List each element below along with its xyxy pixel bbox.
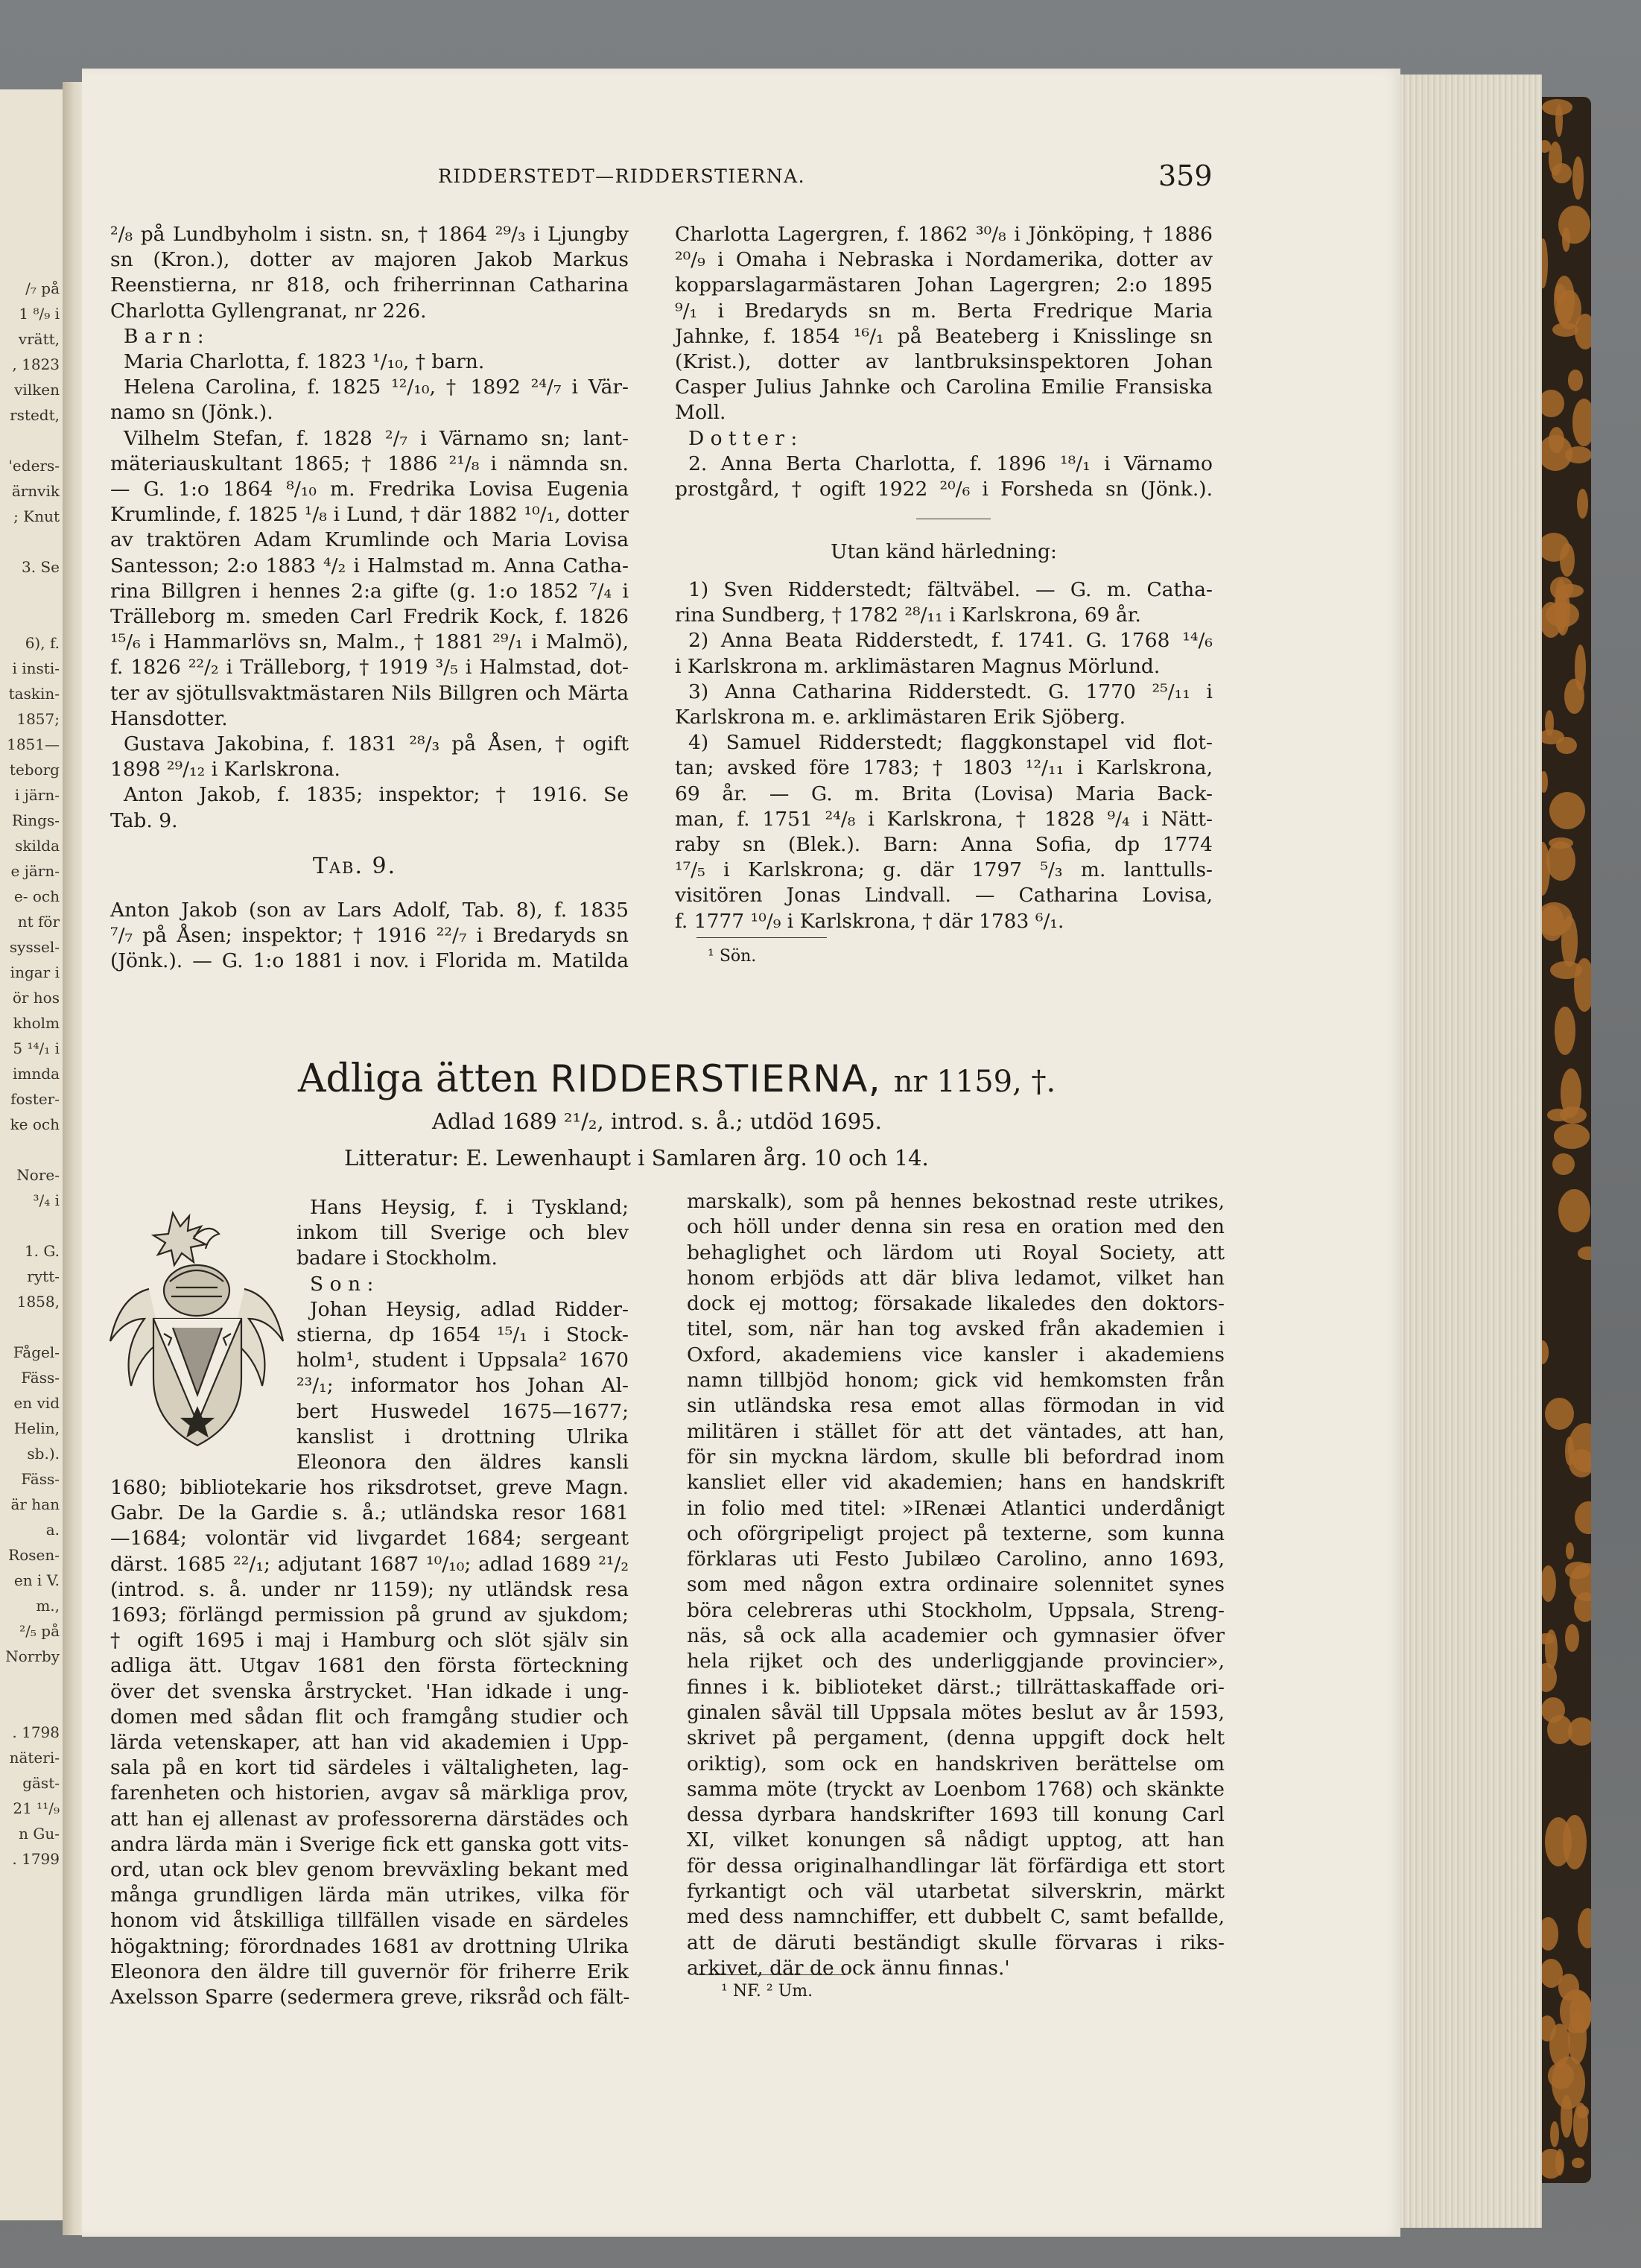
column-left-bottom xyxy=(110,1475,629,2010)
marble-spot xyxy=(1542,238,1548,288)
text-line: skrivet på pergament, (denna uppgift dock helt xyxy=(687,1726,1225,1750)
text-line: arkivet, där de ock ännu finnas.' xyxy=(687,1956,1010,1980)
text-line: namn tillbjöd honom; gick vid hemkomsten från xyxy=(687,1369,1225,1393)
margin-fragment: en vid xyxy=(13,1394,60,1412)
marble-spot xyxy=(1550,577,1573,600)
text-line: 4) Samuel Ridderstedt; flaggkonstapel vid flot- xyxy=(688,731,1213,755)
margin-fragment: 'eders- xyxy=(8,457,60,475)
family-prefix: Adliga ätten xyxy=(298,1057,538,1101)
marble-spot xyxy=(1572,156,1584,200)
text-line: namo sn (Jönk.). xyxy=(110,401,273,425)
margin-fragment: i insti- xyxy=(12,659,60,677)
marble-spot xyxy=(1542,390,1564,417)
text-line: Gustava Jakobina, f. 1831 ²⁸/₃ på Åsen, † ogift xyxy=(124,732,629,756)
margin-fragment xyxy=(0,1137,63,1162)
text-line: 69 år. — G. m. Brita (Lovisa) Maria Back- xyxy=(675,782,1213,805)
margin-fragment xyxy=(0,529,63,554)
margin-fragment: nt för xyxy=(17,913,60,931)
marble-spot xyxy=(1572,399,1591,446)
margin-fragment: Fäss- xyxy=(21,1470,60,1488)
text-line: honom vid åtskilliga tillfällen visade en särdeles xyxy=(110,1909,629,1933)
text-line: 1680; bibliotekarie hos riksdrotset, greve Magn. xyxy=(110,1476,629,1499)
text-line: att de däruti beständigt skulle förvaras i riks- xyxy=(687,1930,1225,1954)
text-line: 1693; förlängd permission på grund av sjukdom; xyxy=(110,1603,629,1627)
text-line: † ogift 1695 i maj i Hamburg och slöt själv sin xyxy=(110,1629,629,1653)
text-line: fyrkantigt och väl utarbetat silverskrin, märkt xyxy=(687,1880,1225,1904)
text-line: Charlotta Lagergren, f. 1862 ³⁰/₈ i Jönköping, † 1886 xyxy=(675,223,1213,246)
text-line: böra celebreras uthi Stockholm, Uppsala, Streng- xyxy=(687,1598,1225,1622)
text-line: Krumlinde, f. 1825 ¹/₈ i Lund, † där 1882 ¹⁰/₁, dotter xyxy=(110,503,629,527)
text-line: hela rijket och des underliggjande provincier», xyxy=(687,1650,1225,1673)
marble-spot xyxy=(1575,1501,1591,1534)
text-line: därst. 1685 ²²/₁; adjutant 1687 ¹⁰/₁₀; adlad 1689 ²¹/₂ xyxy=(110,1552,629,1576)
text-line: Gabr. De la Gardie s. å.; utländska resor 1681 xyxy=(110,1501,629,1525)
text-line: som med någon extra ordinaire solennitet synes xyxy=(687,1573,1225,1597)
marble-spot xyxy=(1552,1153,1574,1175)
text-line: att han ej allenast av professorerna därstädes och xyxy=(110,1807,629,1831)
text-line: behaglighet och lärdom uti Royal Society, att xyxy=(687,1241,1225,1264)
text-line: ord, utan ock blev genom brevväxling bekant med xyxy=(110,1858,629,1882)
margin-fragment: ; Knut xyxy=(13,507,60,525)
margin-fragment: m., xyxy=(36,1597,60,1615)
marble-spot xyxy=(1554,1124,1590,1148)
marble-spot xyxy=(1565,1562,1590,1579)
text-line: kopparslagarmästaren Johan Lagergren; 2:o 1895 xyxy=(675,273,1213,297)
text-line: 1) Sven Ridderstedt; fältväbel. — G. m. Catha- xyxy=(688,578,1213,601)
margin-fragment: ²/₅ på xyxy=(19,1622,60,1640)
marble-spot xyxy=(1577,489,1588,519)
text-line: andra lärda män i Sverige fick ett ganska gott vits- xyxy=(110,1832,629,1856)
margin-fragment: Helin, xyxy=(13,1419,60,1437)
text-line: ²³/₁; informator hos Johan Al- xyxy=(296,1374,629,1398)
tab9-text xyxy=(110,898,629,975)
marble-spot xyxy=(1542,771,1548,793)
text-line: tan; avsked före 1783; † 1803 ¹²/₁₁ i Karlskrona, xyxy=(675,756,1213,780)
margin-fragment xyxy=(0,1669,63,1694)
column-right-bottom xyxy=(687,1189,1225,1981)
marble-spot xyxy=(1550,2121,1559,2147)
marble-spot xyxy=(1555,104,1563,136)
marble-spot xyxy=(1566,1542,1574,1559)
margin-fragment: . 1799 xyxy=(12,1850,60,1868)
text-line: för dessa originalhandlingar lät förfärdiga ett stort xyxy=(687,1854,1225,1878)
margin-fragment: 3. Se xyxy=(22,558,60,576)
text-line: holm¹, student i Uppsala² 1670 xyxy=(296,1349,629,1372)
text-line: (Jönk.). — G. 1:o 1881 i nov. i Florida m. Matilda xyxy=(110,949,629,973)
text-line: f. 1777 ¹⁰/₉ i Karlskrona, † där 1783 ⁶/₁. xyxy=(675,909,1064,933)
text-line: — G. 1:o 1864 ⁸/₁₀ m. Fredrika Lovisa Eugenia xyxy=(110,478,629,501)
margin-fragment: rstedt, xyxy=(10,406,60,424)
text-line: ¹⁵/₆ i Hammarlövs sn, Malm., † 1881 ²⁹/₁ i Malmö), xyxy=(110,630,629,654)
marble-spot xyxy=(1573,2103,1589,2147)
family-title xyxy=(298,1057,1056,1101)
marble-spot xyxy=(1568,370,1584,390)
text-line: sala på en kort tid särdeles i vältaligheten, lag- xyxy=(110,1756,629,1780)
text-line: adliga ätt. Utgav 1681 den första förteckning xyxy=(110,1654,629,1678)
text-line: farenheten och historien, avgav så märkliga prov, xyxy=(110,1781,629,1805)
margin-fragment: /₇ på xyxy=(25,279,60,297)
footnote-rule-2 xyxy=(696,1974,845,1975)
margin-fragment: Rosen- xyxy=(8,1546,60,1564)
utan-title: Utan känd härledning: xyxy=(831,540,1057,563)
marble-spot xyxy=(1563,1815,1587,1869)
text-line: stierna, dp 1654 ¹⁵/₁ i Stock- xyxy=(296,1323,629,1347)
text-line: Santesson; 2:o 1883 ⁴/₂ i Halmstad m. Anna Catha- xyxy=(110,554,629,577)
margin-fragment: . 1798 xyxy=(12,1723,60,1741)
text-line: och oförgripeligt project på texterne, som kunna xyxy=(687,1521,1225,1545)
running-head: RIDDERSTEDT—RIDDERSTIERNA. xyxy=(438,165,806,187)
footnote-1 xyxy=(708,944,756,969)
marble-spot xyxy=(1558,1189,1590,1233)
text-line: 2) Anna Beata Ridderstedt, f. 1741. G. 1768 ¹⁴/₆ xyxy=(688,629,1213,653)
marble-spot xyxy=(1547,1109,1569,1121)
text-line: honom erbjöds att där bliva ledamot, vilket han xyxy=(687,1266,1225,1290)
text-line: rina Billgren i hennes 2:a gifte (g. 1:o 1852 ⁷/₄ i xyxy=(110,579,629,603)
margin-fragment: en i V. xyxy=(13,1571,60,1589)
margin-fragment: skilda xyxy=(15,837,60,855)
text-line: (Krist.), dotter av lantbruksinspektoren Johan xyxy=(675,350,1213,374)
text-line: (introd. s. å. under nr 1159); ny utländsk resa xyxy=(110,1577,629,1601)
text-line: dessa dyrbara handskrifter 1693 till konung Carl xyxy=(687,1803,1225,1827)
marble-spot xyxy=(1548,2062,1574,2089)
marble-spot xyxy=(1555,2149,1564,2176)
marble-spot xyxy=(1562,227,1570,252)
text-line: militären i stället för att det väntades, att han, xyxy=(687,1419,1225,1443)
text-line: ²/₈ på Lundbyholm i sistn. sn, † 1864 ²⁹/₃ i Ljungby xyxy=(110,223,629,246)
marble-spot xyxy=(1565,1624,1579,1653)
text-line: XI, vilket konungen så nådigt upptog, att han xyxy=(687,1828,1225,1852)
text-line: f. 1826 ²²/₂ i Trälleborg, † 1919 ³/₅ i Halmstad, dot- xyxy=(110,656,629,680)
text-line: Eleonora den äldre till guvernör för friherre Erik xyxy=(110,1960,629,1983)
marble-spot xyxy=(1542,729,1564,744)
text-line: samma möte (tryckt av Loenbom 1768) och skänkte xyxy=(687,1777,1225,1801)
text-line: 1898 ²⁹/₁₂ i Karlskrona. xyxy=(110,758,340,782)
text-line: Anton Jakob, f. 1835; inspektor; † 1916. Se xyxy=(124,783,629,807)
marble-spot xyxy=(1542,1917,1558,1950)
margin-fragment xyxy=(0,1314,63,1340)
marble-spot xyxy=(1555,1007,1575,1054)
page-edges xyxy=(1400,75,1542,2228)
text-line: oriktig), som ock en handskriven berättelse om xyxy=(687,1752,1225,1776)
margin-fragment xyxy=(0,580,63,605)
left-page-edge xyxy=(0,89,64,2220)
margin-fragment: 5 ¹⁴/₁ i xyxy=(13,1039,60,1057)
marble-spot xyxy=(1556,290,1581,330)
text-line: finnes i k. biblioteket därst.; tillrättaskaffade ori- xyxy=(687,1675,1225,1699)
margin-fragment: 1857; xyxy=(16,710,60,728)
marble-spot xyxy=(1552,163,1571,183)
text-line: ¹⁷/₅ i Karlskrona; g. där 1797 ⁵/₃ m. lanttulls- xyxy=(675,858,1213,882)
text-line: med dess namnchiffer, ett dubbelt C, samt befallde, xyxy=(687,1905,1225,1929)
text-line: högaktning; förordnades 1681 av drottning Ulrika xyxy=(110,1934,629,1958)
margin-fragment: vilken xyxy=(14,381,60,399)
margin-fragment: 1858, xyxy=(16,1293,60,1311)
coat-of-arms-icon xyxy=(104,1207,291,1453)
text-line: —1684; volontär vid livgardet 1684; sergeant xyxy=(110,1527,629,1550)
text-line: Karlskrona m. e. arklimästaren Erik Sjöberg. xyxy=(675,706,1126,729)
margin-fragment: Rings- xyxy=(11,811,60,829)
margin-fragment: Norrby xyxy=(5,1647,60,1665)
text-line: bert Huswedel 1675—1677; xyxy=(296,1399,629,1423)
text-line: rina Sundberg, † 1782 ²⁸/₁₁ i Karlskrona, 69 år. xyxy=(675,604,1141,627)
margin-fragment: rytt- xyxy=(27,1267,60,1285)
text-line: av traktören Adam Krumlinde och Maria Lovisa xyxy=(110,528,629,552)
margin-fragment: är han xyxy=(10,1495,60,1513)
left-page-margin-text xyxy=(0,276,63,1872)
text-line: sin utländska resa emot allas förmodan in vid xyxy=(687,1394,1225,1418)
margin-fragment: foster- xyxy=(10,1090,60,1108)
marble-spot xyxy=(1542,1565,1556,1602)
text-line: Casper Julius Jahnke och Carolina Emilie Fransiska xyxy=(675,376,1213,399)
margin-fragment: imnda xyxy=(13,1065,60,1083)
family-name: RIDDERSTIERNA, xyxy=(550,1057,882,1100)
marbled-cover xyxy=(1542,97,1591,2183)
text-line: sn (Kron.), dotter av majoren Jakob Markus xyxy=(110,248,629,272)
utan-heading xyxy=(675,539,1213,565)
margin-fragment: Nore- xyxy=(16,1166,60,1184)
text-line: många grundligen lärda män utrikes, vilka för xyxy=(110,1884,629,1907)
marble-spot xyxy=(1560,543,1575,577)
marble-spot xyxy=(1545,1398,1574,1431)
text-line: dock ej mottog; försakade likaledes den doktors- xyxy=(687,1292,1225,1316)
margin-fragment: 1851— xyxy=(7,735,60,753)
margin-fragment: taskin- xyxy=(8,685,60,703)
literature-line: Litteratur: E. Lewenhaupt i Samlaren årg. 10 och 14. xyxy=(344,1145,929,1171)
text-line: ⁹/₁ i Bredaryds sn m. Berta Fredrique Maria xyxy=(675,299,1213,323)
margin-fragment: n Gu- xyxy=(19,1825,60,1843)
text-line: kansliet eller vid akademien; hans en handskrift xyxy=(687,1471,1225,1495)
text-line: i Karlskrona m. arklimästaren Magnus Mörlund. xyxy=(675,654,1161,678)
margin-fragment: näteri- xyxy=(9,1749,60,1767)
footnote-rule xyxy=(696,937,827,938)
margin-fragment: e- och xyxy=(13,887,60,905)
margin-fragment: sb.). xyxy=(27,1445,60,1463)
text-line: lärda vetenskaper, att han vid akademien i Upp- xyxy=(110,1731,629,1755)
text-line: Hans Heysig, f. i Tyskland; xyxy=(310,1196,629,1219)
column-left-bottom-narrow xyxy=(296,1195,629,1475)
marble-spot xyxy=(1542,905,1564,941)
text-line: över det svenska årstrycket. 'Han idkade i ung- xyxy=(110,1679,629,1703)
footnote-2-text: ¹ NF. ² Um. xyxy=(721,1982,813,2001)
margin-fragment: Fågel- xyxy=(13,1343,60,1361)
text-line: badare i Stockholm. xyxy=(296,1247,498,1270)
text-line: Helena Carolina, f. 1825 ¹²/₁₀, † 1892 ²⁴/₇ i Vär- xyxy=(124,376,629,399)
text-line: Charlotta Gyllengranat, nr 226. xyxy=(110,299,427,323)
margin-fragment: Fäss- xyxy=(21,1369,60,1387)
margin-fragment: i järn- xyxy=(14,786,60,804)
text-line: Maria Charlotta, f. 1823 ¹/₁₀, † barn. xyxy=(124,350,485,374)
tab9-heading xyxy=(110,854,629,879)
margin-fragment: a. xyxy=(45,1521,60,1539)
text-line: 2. Anna Berta Charlotta, f. 1896 ¹⁸/₁ i Värnamo xyxy=(688,452,1213,475)
text-line: Moll. xyxy=(675,401,726,425)
margin-fragment: syssel- xyxy=(9,938,60,956)
text-line: Anton Jakob (son av Lars Adolf, Tab. 8), f. 1835 xyxy=(110,899,629,922)
margin-fragment: ingar i xyxy=(10,963,60,981)
margin-fragment: 6), f. xyxy=(25,634,60,652)
text-line: ²⁰/₉ i Omaha i Nebraska i Nordamerika, dotter av xyxy=(675,248,1213,272)
text-line: 3) Anna Catharina Ridderstedt. G. 1770 ²⁵/₁₁ i xyxy=(688,680,1213,703)
text-line: D o t t e r : xyxy=(688,426,798,450)
margin-fragment xyxy=(0,1213,63,1238)
marble-spot xyxy=(1550,961,1582,980)
text-line: för sin myckna lärdom, skulle bli befordrad inom xyxy=(687,1445,1225,1469)
marble-spot xyxy=(1568,1717,1591,1745)
margin-fragment: kholm xyxy=(13,1014,60,1032)
text-line: Jahnke, f. 1854 ¹⁶/₁ på Beateberg i Knisslinge sn xyxy=(675,324,1213,348)
column-left-top xyxy=(110,222,629,834)
text-line: visitören Jonas Lindvall. — Catharina Lovisa, xyxy=(675,884,1213,907)
text-line: Hansdotter. xyxy=(110,706,228,730)
margin-fragment: 21 ¹¹/₉ xyxy=(13,1799,60,1817)
margin-fragment: 1. G. xyxy=(24,1242,60,1260)
text-line: mäteriauskultant 1865; † 1886 ²¹/₈ i nämnda sn. xyxy=(110,452,629,475)
footnote-1-text: ¹ Sön. xyxy=(708,947,757,966)
margin-fragment: ³/₄ i xyxy=(33,1191,60,1209)
text-line: Reenstierna, nr 818, och friherrinnan Catharina xyxy=(110,273,629,297)
text-line: Eleonora den äldres kansli xyxy=(296,1451,629,1474)
tab9-title: Tab. 9. xyxy=(312,853,397,879)
marble-spot xyxy=(1561,2095,1572,2138)
marble-spot xyxy=(1578,1247,1591,1261)
text-line: Trälleborg m. smeden Carl Fredrik Kock, f. 1826 xyxy=(110,605,629,629)
text-line: Tab. 9. xyxy=(110,808,178,832)
marble-spot xyxy=(1542,1340,1549,1364)
text-line: förklaras uti Festo Jubilæo Carolino, anno 1693, xyxy=(687,1548,1225,1571)
margin-fragment xyxy=(0,605,63,630)
utan-entries xyxy=(675,577,1213,934)
marble-spot xyxy=(1546,602,1580,628)
text-line: titel, som, när han tog avsked från akademien i xyxy=(687,1317,1225,1341)
marble-spot xyxy=(1546,841,1575,880)
text-line: man, f. 1751 ²⁴/₈ i Karlskrona, † 1828 ⁹/₄ i Nätt- xyxy=(675,807,1213,831)
text-line: näs, så ock alla academier och gymnasier öfver xyxy=(687,1624,1225,1648)
text-line: och höll under denna sin resa en oration med den xyxy=(687,1215,1225,1239)
ennoblement-line: Adlad 1689 ²¹/₂, introd. s. å.; utdöd 1695. xyxy=(432,1109,882,1134)
margin-fragment: e järn- xyxy=(10,862,60,880)
text-line: Oxford, akademiens vice kansler i akademiens xyxy=(687,1343,1225,1366)
text-line: ⁷/₇ på Åsen; inspektor; † 1916 ²²/₇ i Bredaryds sn xyxy=(110,924,629,948)
text-line: prostgård, † ogift 1922 ²⁰/₆ i Forsheda sn (Jönk.). xyxy=(675,478,1213,501)
text-line: kanslist i drottning Ulrika xyxy=(296,1425,629,1448)
family-suffix: nr 1159, †. xyxy=(893,1065,1056,1099)
footnote-2 xyxy=(721,1979,813,2004)
marble-spot xyxy=(1549,792,1585,830)
text-line: ginalen såväl till Uppsala mötes beslut av år 1593, xyxy=(687,1700,1225,1724)
margin-fragment: teborg xyxy=(9,761,60,779)
margin-fragment: ke och xyxy=(10,1115,60,1133)
marble-spot xyxy=(1560,1989,1591,2033)
margin-fragment xyxy=(0,428,63,453)
text-line: Vilhelm Stefan, f. 1828 ²/₇ i Värnamo sn; lant- xyxy=(124,426,629,450)
text-line: raby sn (Blek.). Barn: Anna Sofia, dp 1774 xyxy=(675,833,1213,857)
text-line: B a r n : xyxy=(124,324,204,348)
margin-fragment: ör hos xyxy=(12,989,60,1007)
text-line: Johan Heysig, adlad Ridder- xyxy=(310,1297,629,1321)
margin-fragment xyxy=(0,1694,63,1720)
text-line: ter av sjötullsvaktmästaren Nils Billgren och Märta xyxy=(110,681,629,705)
margin-fragment: gäst- xyxy=(22,1774,60,1792)
column-right-top xyxy=(675,222,1213,502)
margin-fragment: vrätt, xyxy=(18,330,60,348)
text-line: S o n : xyxy=(310,1272,374,1296)
marble-spot xyxy=(1578,1908,1591,1948)
marble-spot xyxy=(1572,2158,1584,2168)
text-line: marskalk), som på hennes bekostnad reste utrikes, xyxy=(687,1190,1225,1213)
text-line: Axelsson Sparre (sedermera greve, riksråd och fält- xyxy=(110,1986,630,2009)
text-line: inkom till Sverige och blev xyxy=(296,1221,629,1245)
margin-fragment: , 1823 xyxy=(12,355,60,373)
text-line: in folio med titel: »IRenæi Atlantici underdånigt xyxy=(687,1496,1225,1520)
margin-fragment: 1 ⁸/₉ i xyxy=(19,305,60,323)
margin-fragment: ärnvik xyxy=(11,482,60,500)
text-line: domen med sådan flit och framgång studier och xyxy=(110,1705,629,1729)
marble-spot xyxy=(1575,644,1586,691)
page-number: 359 xyxy=(1158,159,1213,192)
